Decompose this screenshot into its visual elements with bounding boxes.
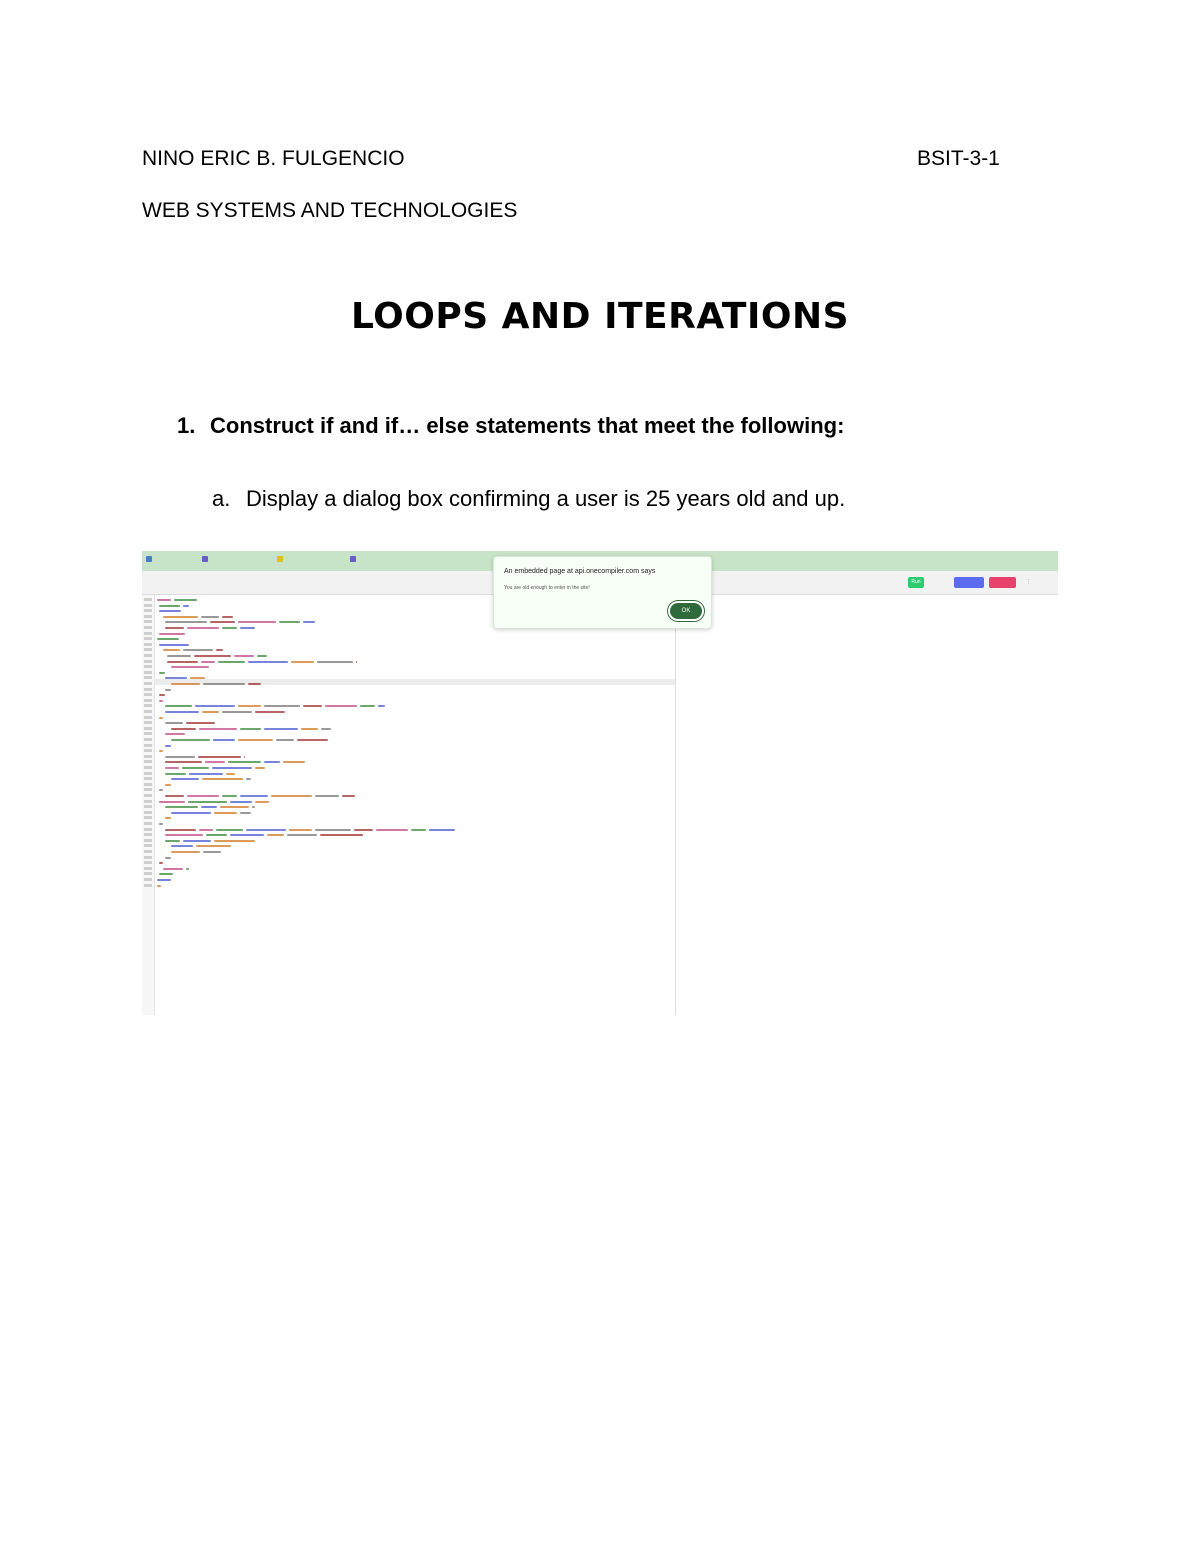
code-token	[213, 739, 235, 741]
subquestion-letter: a.	[212, 486, 231, 511]
code-token	[171, 728, 196, 730]
line-number	[144, 800, 152, 803]
code-token	[165, 795, 184, 797]
line-number	[144, 766, 152, 769]
code-token	[283, 761, 305, 763]
line-number	[144, 620, 152, 623]
code-token	[321, 728, 331, 730]
code-token	[183, 605, 189, 607]
code-token	[165, 733, 185, 735]
line-number-gutter	[142, 595, 155, 1015]
code-token	[171, 683, 200, 685]
line-number	[144, 878, 152, 881]
code-token	[163, 616, 198, 618]
line-number	[144, 660, 152, 663]
code-token	[297, 739, 328, 741]
line-number	[144, 744, 152, 747]
code-token	[165, 761, 202, 763]
dialog-title: An embedded page at api.onecompiler.com says	[504, 568, 656, 575]
code-token	[165, 767, 179, 769]
line-number	[144, 811, 152, 814]
code-token	[165, 806, 198, 808]
browser-tab	[350, 556, 359, 563]
code-token	[303, 621, 315, 623]
code-token	[228, 761, 261, 763]
code-token	[264, 705, 300, 707]
line-number	[144, 637, 152, 640]
code-area[interactable]	[155, 595, 675, 1015]
code-token	[157, 885, 161, 887]
code-token	[165, 745, 171, 747]
line-number	[144, 822, 152, 825]
code-token	[165, 689, 171, 691]
line-number	[144, 884, 152, 887]
share-button[interactable]	[989, 577, 1016, 588]
code-token	[165, 621, 207, 623]
code-token	[182, 767, 209, 769]
page-title: LOOPS AND ITERATIONS	[350, 296, 850, 337]
code-token	[360, 705, 375, 707]
line-number	[144, 727, 152, 730]
code-token	[255, 767, 265, 769]
question-number: 1.	[177, 413, 196, 438]
line-number	[144, 760, 152, 763]
code-token	[157, 599, 171, 601]
code-token	[246, 829, 286, 831]
line-number	[144, 648, 152, 651]
code-token	[165, 756, 195, 758]
code-token	[187, 795, 219, 797]
code-token	[194, 655, 231, 657]
code-token	[342, 795, 355, 797]
code-token	[244, 756, 245, 758]
code-token	[201, 806, 217, 808]
subquestion-a	[212, 486, 845, 512]
code-token	[203, 851, 221, 853]
code-token	[378, 705, 385, 707]
code-token	[196, 845, 231, 847]
line-number	[144, 777, 152, 780]
code-token	[206, 834, 227, 836]
code-token	[165, 857, 171, 859]
line-number	[144, 850, 152, 853]
code-token	[183, 840, 211, 842]
code-token	[195, 705, 235, 707]
code-editor-screenshot	[142, 551, 1058, 1015]
code-token	[165, 705, 192, 707]
code-token	[220, 806, 249, 808]
code-token	[210, 621, 235, 623]
code-token	[240, 812, 251, 814]
code-token	[163, 868, 183, 870]
code-token	[264, 728, 298, 730]
code-token	[246, 778, 251, 780]
code-token	[165, 829, 196, 831]
code-token	[159, 717, 163, 719]
code-token	[222, 627, 237, 629]
browser-tab	[202, 556, 211, 563]
dialog-message: You are old enough to enter in the site!	[504, 585, 590, 591]
code-token	[315, 829, 351, 831]
code-token	[171, 778, 199, 780]
code-token	[165, 840, 180, 842]
code-token	[183, 649, 213, 651]
ok-button[interactable]: OK	[670, 603, 702, 619]
line-number	[144, 732, 152, 735]
line-number	[144, 749, 152, 752]
code-token	[267, 834, 284, 836]
code-token	[301, 728, 318, 730]
line-number	[144, 738, 152, 741]
code-token	[315, 795, 339, 797]
code-token	[218, 661, 245, 663]
line-number	[144, 716, 152, 719]
code-token	[354, 829, 373, 831]
line-number	[144, 783, 152, 786]
code-token	[188, 801, 227, 803]
code-token	[252, 806, 255, 808]
line-number	[144, 856, 152, 859]
code-token	[159, 610, 181, 612]
code-token	[165, 711, 199, 713]
alert-dialog	[493, 556, 712, 629]
code-token	[230, 834, 264, 836]
code-token	[201, 616, 219, 618]
code-token	[159, 633, 185, 635]
line-number	[144, 828, 152, 831]
code-token	[186, 868, 189, 870]
code-token	[279, 621, 300, 623]
code-token	[165, 784, 171, 786]
code-token	[248, 661, 288, 663]
code-token	[159, 789, 163, 791]
line-number	[144, 615, 152, 618]
code-token	[255, 711, 285, 713]
output-preview	[676, 595, 1058, 1015]
line-number	[144, 693, 152, 696]
code-token	[171, 851, 200, 853]
code-token	[264, 761, 280, 763]
code-token	[165, 677, 187, 679]
code-token	[159, 700, 163, 702]
code-token	[198, 756, 241, 758]
code-token	[202, 711, 219, 713]
line-number	[144, 704, 152, 707]
code-token	[167, 655, 191, 657]
line-number	[144, 598, 152, 601]
line-number	[144, 721, 152, 724]
code-token	[214, 812, 237, 814]
line-number	[144, 676, 152, 679]
code-token	[411, 829, 426, 831]
line-number	[144, 671, 152, 674]
code-token	[376, 829, 408, 831]
code-token	[165, 722, 183, 724]
browser-tab	[146, 556, 155, 563]
code-token	[429, 829, 455, 831]
code-token	[171, 739, 210, 741]
code-token	[199, 728, 237, 730]
line-number	[144, 654, 152, 657]
code-token	[240, 627, 255, 629]
line-number	[144, 794, 152, 797]
code-token	[203, 683, 245, 685]
line-number	[144, 805, 152, 808]
code-token	[186, 722, 215, 724]
line-number	[144, 609, 152, 612]
code-token	[257, 655, 267, 657]
line-number	[144, 755, 152, 758]
code-token	[159, 862, 163, 864]
line-number	[144, 682, 152, 685]
line-number	[144, 788, 152, 791]
code-token	[271, 795, 312, 797]
run-button[interactable]: Run	[908, 577, 924, 588]
code-token	[317, 661, 353, 663]
code-token	[171, 812, 211, 814]
code-token	[289, 829, 312, 831]
line-number	[144, 699, 152, 702]
code-token	[165, 817, 171, 819]
code-token	[325, 705, 357, 707]
code-token	[159, 694, 165, 696]
line-number	[144, 688, 152, 691]
code-token	[240, 728, 261, 730]
code-token	[202, 778, 243, 780]
code-token	[238, 621, 276, 623]
code-token	[214, 840, 255, 842]
code-token	[159, 750, 163, 752]
line-number	[144, 665, 152, 668]
code-token	[159, 801, 185, 803]
code-token	[159, 672, 165, 674]
code-token	[356, 661, 357, 663]
code-token	[171, 666, 209, 668]
code-token	[276, 739, 294, 741]
code-token	[222, 795, 237, 797]
code-token	[189, 773, 223, 775]
code-token	[159, 823, 163, 825]
code-token	[159, 644, 189, 646]
line-number	[144, 632, 152, 635]
course-title: WEB SYSTEMS AND TECHNOLOGIES	[142, 199, 518, 222]
code-token	[163, 649, 180, 651]
browser-tab	[277, 556, 286, 563]
line-number	[144, 772, 152, 775]
code-token	[199, 829, 213, 831]
code-token	[165, 773, 186, 775]
code-token	[174, 599, 197, 601]
code-token	[255, 801, 269, 803]
line-number	[144, 844, 152, 847]
code-token	[287, 834, 317, 836]
question-text: Construct if and if… else statements that meet the following:	[210, 413, 845, 438]
code-token	[165, 627, 184, 629]
line-number	[144, 643, 152, 646]
code-token	[291, 661, 314, 663]
save-button[interactable]	[954, 577, 984, 588]
code-token	[157, 879, 171, 881]
code-token	[190, 677, 205, 679]
code-token	[216, 829, 243, 831]
code-token	[205, 761, 225, 763]
line-number	[144, 604, 152, 607]
code-token	[216, 649, 223, 651]
code-token	[320, 834, 363, 836]
code-token	[159, 873, 173, 875]
code-token	[226, 773, 235, 775]
code-token	[222, 711, 252, 713]
code-token	[171, 845, 193, 847]
line-number	[144, 872, 152, 875]
line-number	[144, 626, 152, 629]
line-number	[144, 861, 152, 864]
class-section: BSIT-3-1	[917, 147, 1000, 170]
more-icon[interactable]: ⋮	[1026, 579, 1031, 585]
code-token	[238, 705, 261, 707]
line-number	[144, 833, 152, 836]
code-token	[157, 638, 179, 640]
code-token	[238, 739, 273, 741]
code-token	[187, 627, 219, 629]
code-token	[201, 661, 215, 663]
code-token	[303, 705, 322, 707]
line-number	[144, 839, 152, 842]
line-number	[144, 710, 152, 713]
code-token	[167, 661, 198, 663]
line-number	[144, 867, 152, 870]
line-number	[144, 816, 152, 819]
code-token	[165, 834, 203, 836]
code-token	[240, 795, 268, 797]
code-token	[230, 801, 252, 803]
code-token	[234, 655, 254, 657]
code-token	[248, 683, 261, 685]
question-1	[177, 413, 844, 439]
code-token	[212, 767, 252, 769]
student-name: NINO ERIC B. FULGENCIO	[142, 147, 405, 170]
code-token	[159, 605, 180, 607]
code-token	[222, 616, 233, 618]
subquestion-text: Display a dialog box confirming a user is 25 years old and up.	[246, 486, 846, 511]
